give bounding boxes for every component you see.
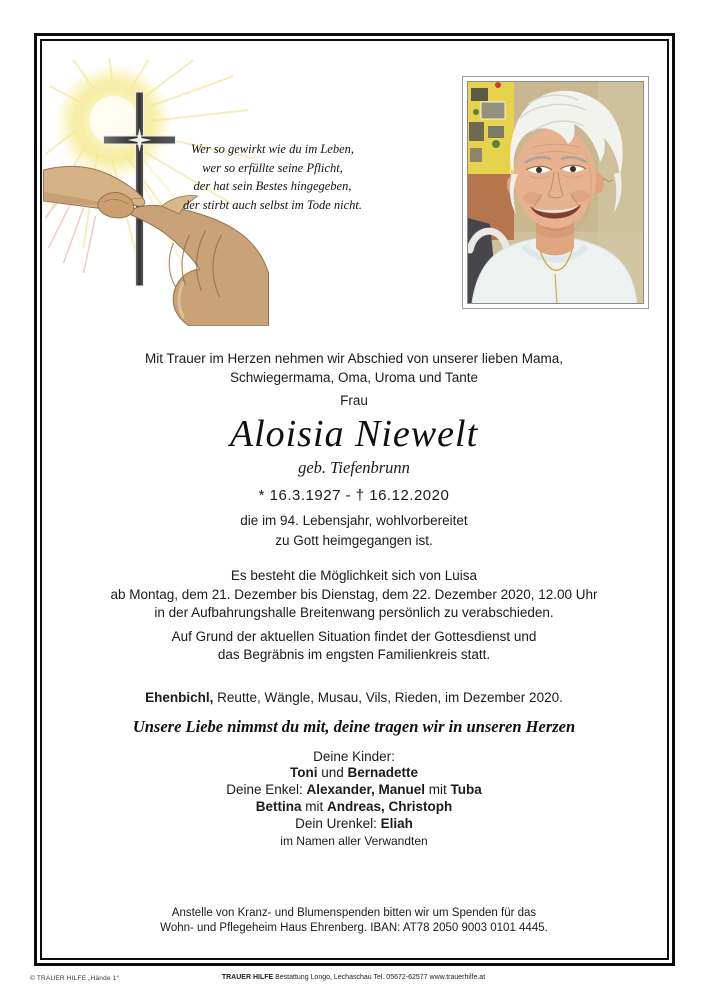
verse-text [160,140,385,214]
verse-line: wer so erfüllte seine Pflicht, [202,160,343,175]
verse-line: Wer so gewirkt wie du im Leben, [190,142,355,156]
family-closing: im Namen aller Verwandten [280,834,428,849]
service-line: das Begräbnis im engsten Familienkreis statt. [217,647,491,662]
deceased-name: Aloisia Niewelt [229,413,479,455]
family-list [41,749,667,850]
portrait-elderly-woman-image [467,81,644,304]
service-info [41,628,667,665]
intro-line: Schwiegermama, Oma, Uroma und Tante [229,370,479,385]
life-dates: * 16.3.1927 - † 16.12.2020 [258,487,450,504]
great-grandchild-line: Dein Urenkel: Eliah [295,815,413,831]
viewing-line: ab Montag, dem 21. Dezember bis Dienstag, dem 22. Dezember 2020, 12.00 Uhr [110,586,598,602]
service-line: Auf Grund der aktuellen Situation findet der Gottesdienst und [171,628,537,644]
wall-poster [468,82,514,174]
donation-line: Anstelle von Kranz- und Blumenspenden bitten wir um Spenden für das [171,907,537,920]
donation-line: Wohn- und Pflegeheim Haus Ehrenberg. IBAN: AT78 2050 9003 0101 4445. [160,921,548,934]
portrait-photo [462,76,649,309]
intro-text [41,349,667,387]
intro-line: Mit Trauer im Herzen nehmen wir Abschied von unserer lieben Mama, [145,351,563,366]
grandchildren-line-2: Bettina mit Andreas, Christoph [255,798,453,814]
viewing-line: in der Aufbahrungshalle Breitenwang persönlich zu verabschieden. [154,605,554,620]
copyright-note: © TRAUER HILFE „Hände 1“ [30,975,119,982]
announcement-body [41,349,667,935]
life-text [41,511,667,550]
life-line: zu Gott heimgegangen ist. [275,532,433,548]
motto: Unsere Liebe nimmst du mit, deine tragen wir in unseren Herzen [132,716,576,736]
verse-line: der hat sein Bestes hingegeben, [193,179,352,193]
publisher-line: TRAUER HILFE Bestattung Longo, Lechaschau Tel. 05672-62577 www.trauerhilfe.at [221,974,486,981]
maiden-name: geb. Tiefenbrunn [298,458,410,477]
viewing-line: Es besteht die Möglichkeit sich von Luisa [230,568,478,583]
grandchildren-line: Deine Enkel: Alexander, Manuel mit Tuba [226,782,482,798]
donation-note [41,906,667,935]
life-line: die im 94. Lebensjahr, wohlvorbereitet [240,513,468,528]
viewing-info [41,567,667,623]
children-line: Toni und Bernadette [289,765,419,781]
places-date-line: Ehenbichl, Reutte, Wängle, Musau, Vils, Rieden, im Dezember 2020. [145,689,563,705]
children-label: Deine Kinder: [313,748,395,764]
salutation: Frau [340,393,368,408]
verse-line: der stirbt auch selbst im Tode nicht. [182,197,363,212]
